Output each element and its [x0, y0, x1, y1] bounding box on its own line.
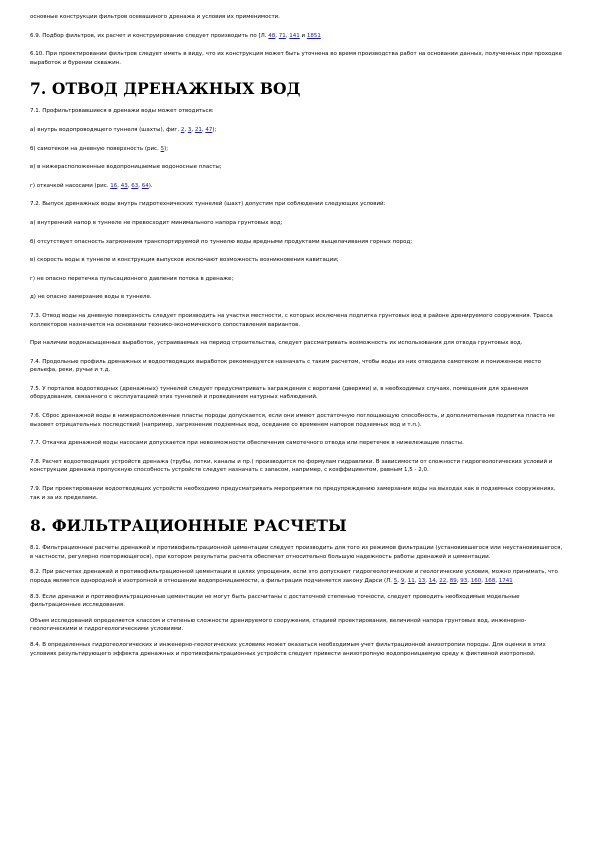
paragraph: [30, 256, 565, 265]
paragraph-text: в) скорость воды в туннеле и конструкция выпусков исключают возможность возникновения кавитации;: [30, 257, 339, 264]
heading-8-block: [30, 502, 565, 544]
paragraph: [30, 13, 565, 22]
paragraph-text: 8.4. В определенных гидрогеологических и инженерно-геологических условиях может оказаться необходимым учет фильтрационной анизотропии породы. Для оценки в этих условиях результирующего эффекта дренажных и противофильтрационных устройств следует привести анизотропную водопроницаемую среду к фиктивной изотропной.: [30, 641, 546, 657]
paragraph: [30, 219, 565, 228]
paragraph-text: 8.3. Если дренажи и противофильтрационные цементации не могут быть рассчитаны с достаточной степенью точности, следует проводить необходимые модельные фильтрационные исследования.: [30, 593, 520, 609]
reference-link[interactable]: 71: [278, 32, 286, 39]
paragraph-text: г) не опасно перетечка пульсационного давления потока в дренаже;: [30, 275, 234, 282]
reference-link[interactable]: 160: [470, 578, 482, 584]
paragraph: [30, 293, 565, 302]
paragraph: [30, 312, 565, 329]
paragraph: [30, 339, 565, 348]
paragraph-text: 8.2. При расчетах дренажей и противофильтрационной цементации в целях упрощения, если это допускают гидрогеологические и геологические условия, можно принимать, что порода является однородной и изотропной в отношении водопроницаемости, а фильтрация подчиняется закону Дарси (Л.: [30, 569, 558, 584]
paragraph: г) откачкой насосами (рис. 16, 43, 63, 64).: [30, 182, 153, 189]
paragraph: [30, 275, 565, 284]
paragraph-text: 7.7. Откачка дренажной воды насосами допускается при невозможности обеспечения самотечного отвода или перетечек в нижележащие пласты.: [30, 440, 464, 447]
reference-link[interactable]: 1741: [498, 578, 513, 584]
paragraph: [30, 163, 565, 172]
paragraph-text: б) отсутствует опасность загрязнения транспортируемой по туннелю воды вредными продуктами выщелачивания горных пород;: [30, 238, 413, 245]
reference-link[interactable]: 3: [187, 126, 192, 133]
reference-link[interactable]: 5: [160, 145, 165, 152]
paragraph-text: д) не опасно замерзание воды в туннеле.: [30, 294, 152, 301]
paragraph-suffix: ).: [148, 182, 153, 189]
paragraph-text: 6.9. Подбор фильтров, их расчет и конструирование следует производить по [Л.: [30, 32, 267, 39]
paragraph-suffix: );: [212, 126, 217, 133]
paragraph: а) внутрь водопроводящего туннеля (шахты), фиг. 2, 3, 21, 47);: [30, 126, 217, 133]
reference-link[interactable]: 64: [141, 182, 149, 189]
reference-link[interactable]: 47: [205, 126, 213, 133]
paragraph: [30, 107, 565, 116]
paragraph: 8.2. При расчетах дренажей и противофильтрационной цементации в целях упрощения, если это допускают гидрогеологические и геологические условия, можно принимать, что порода является однородной и изотропной в отношении водопроницаемости, а фильтрация подчиняется закону Дарси (Л. 5, 9, 11, 13, 14, 22, 89, 93, 160, 168, 1741: [30, 569, 558, 584]
paragraph-text: 7.2. Выпуск дренажных воды внутрь гидротехнических туннелей (шахт) допустим при соблюдении следующих условий:: [30, 201, 386, 208]
reference-link[interactable]: 43: [120, 182, 128, 189]
paragraph-text: 7.4. Продольные профиль дренажных и водоотводящих выработок рекомендуется назначать с таким расчетом, чтобы воды из них отводила самотеком и пониженное место рельефа, реки, ручьи и т.д.: [30, 358, 542, 374]
paragraph: [30, 485, 565, 502]
paragraph-suffix: );: [164, 145, 169, 152]
paragraph-text: а) внутрь водопроводящего туннеля (шахты), фиг.: [30, 126, 180, 133]
reference-link[interactable]: 168: [484, 578, 496, 584]
paragraph-text: основные конструкции фильтров осевашиного дренажа и условия их применимости.: [30, 14, 281, 20]
paragraph: [30, 544, 565, 561]
paragraph: [30, 593, 565, 610]
reference-link[interactable]: 11: [407, 578, 415, 584]
reference-link[interactable]: 21: [194, 126, 202, 133]
section-8-body: [30, 544, 565, 658]
heading-7-block: [30, 67, 565, 107]
reference-link[interactable]: 141: [289, 32, 300, 39]
paragraph-text: а) внутренний напор в туннеле не превосходит минимального напора грунтовых вод;: [30, 219, 283, 226]
paragraph-text: б) самотеком на дневную поверхность (рис.: [30, 145, 159, 152]
paragraph-text: 7.8. Расчет водоотводящих устройств дренажа (трубы, лотки, каналы и пр.) производится по формулам гидравлики. В зависимости от сложности гидрогеологических условий и конструкции дренажа пропускную способность устройств следует назначать с запасом, например, с коэффициентом, равным 1,5 - 2,0.: [30, 458, 553, 474]
paragraph: [30, 200, 565, 209]
paragraph-text: 7.1. Профильтровавшиеся в дренажи воды может отводиться:: [30, 108, 214, 115]
reference-link[interactable]: 63: [131, 182, 139, 189]
reference-link[interactable]: 5: [393, 578, 398, 584]
reference-link[interactable]: 48: [268, 32, 276, 39]
reference-link[interactable]: 14: [428, 578, 436, 584]
section-8-heading: 8. ФИЛЬТРАЦИОННЫЕ РАСЧЕТЫ: [30, 516, 347, 536]
paragraph: [30, 439, 565, 448]
paragraph-text: 7.6. Сброс дренажной воды в нижерасположенные пласты породы допускается, если они имеют достаточную поглощающую способность, и дополнительная подпитка пласта не вызовет отрицательных последствий (например, загрязнение подземных вод, оседание со временем напоров подземных вод и т.п.).: [30, 413, 555, 428]
reference-link[interactable]: 16: [110, 182, 118, 189]
reference-link[interactable]: 22: [439, 578, 447, 584]
reference-link[interactable]: 13: [418, 578, 426, 584]
reference-link[interactable]: 2: [180, 126, 185, 133]
paragraph-text: Объем исследований определяется классом и степенью сложности дренируемого сооружения, стадией проектирования, величиной напора грунтовых вод, инженерно-геологическими и гидрогеологическими условиями.: [30, 617, 527, 633]
section-6-tail: [30, 13, 565, 67]
reference-link[interactable]: 93: [460, 578, 468, 584]
paragraph-text: При наличии водонасыщенных выработок, устраиваемых на период строительства, следует рассматривать возможность их использования для отвода грунтовых вод.: [30, 340, 523, 347]
paragraph-text: 7.3. Отвод воды на дневную поверхность следует производить на участки местности, с которых исключена подпитка грунтовых вод в районе дренируемого сооружения. Трасса коллекторов назначается на основании технико-экономического сопоставления вариантов.: [30, 312, 553, 328]
paragraph-text: 7.5. У порталов водоотводных (дренажных) туннелей следует предусматривать заграждения с воротами (дверями) и, в необходимых случаях, помещения для хранения оборудования, связанного с эксплуатацией этих туннелей и проведением натурных наблюдений.: [30, 385, 529, 401]
section-7-body: [30, 107, 565, 502]
paragraph-text: 8.1. Фильтрационные расчеты дренажей и противофильтрационной цементации следует производить для того из режимов фильтрации (установившегося или неустановившегося, в частности, регулярно повторяющегося), при котором результаты расчета обеспечат относительно большую надежность работы дренажей и цементации.: [30, 545, 563, 560]
paragraph-text: г) откачкой насосами (рис.: [30, 182, 109, 189]
paragraph-text: 7.9. При проектировании водоотводящих устройств необходимо предусматривать мероприятия по предупреждению замерзания воды на выходах как в подземных сооружениях, так и за их пределами.: [30, 486, 556, 501]
reference-link[interactable]: 9: [400, 578, 405, 584]
reference-link[interactable]: 89: [449, 578, 457, 584]
paragraph-text: в) в нижерасположенные водопроницаемые водоносные пласты;: [30, 164, 222, 171]
paragraph: [30, 458, 565, 475]
section-7-heading: 7. ОТВОД ДРЕНАЖНЫХ ВОД: [30, 79, 301, 99]
paragraph: [30, 50, 565, 67]
paragraph-text: 6.10. При проектировании фильтров следует иметь в виду, что их конструкция может быть уточнена во время производства работ на основании данных, полученных при проходке выработок и бурении скважин.: [30, 51, 562, 66]
reference-link[interactable]: 1851: [306, 32, 321, 39]
paragraph: [30, 385, 565, 402]
paragraph: [30, 145, 565, 154]
paragraph: [30, 617, 565, 634]
paragraph: [30, 358, 565, 375]
paragraph: [30, 238, 565, 247]
paragraph: [30, 412, 565, 429]
paragraph: [30, 641, 565, 658]
paragraph: 6.9. Подбор фильтров, их расчет и конструирование следует производить по [Л. 48, 71, 141 и 1851: [30, 32, 321, 39]
